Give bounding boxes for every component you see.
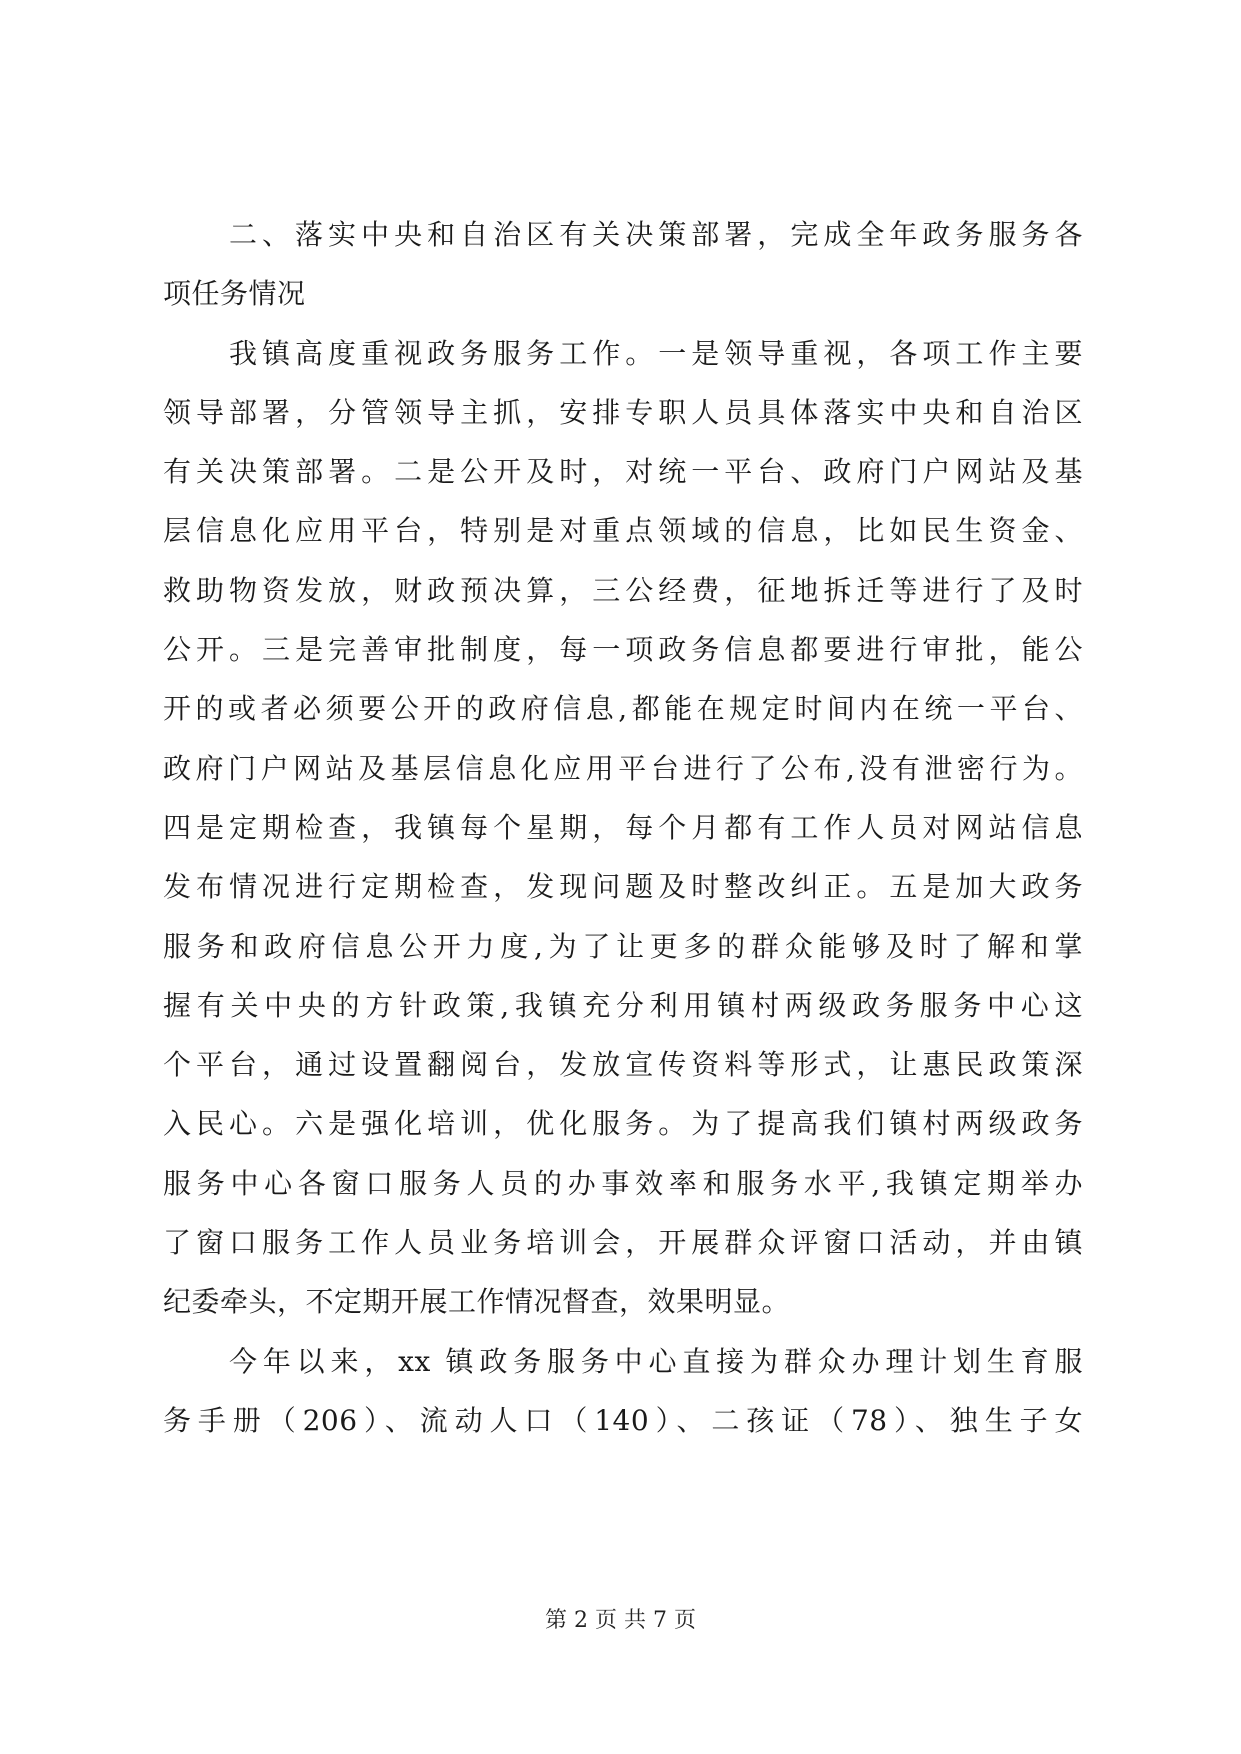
paragraph-2-line: 救助物资发放，财政预决算，三公经费，征地拆迁等进行了及时: [163, 573, 1083, 607]
paragraph-2-line: 政府门户网站及基层信息化应用平台进行了公布,没有泄密行为。: [163, 751, 1083, 785]
paragraph-3-line: 今年以来，xx 镇政务服务中心直接为群众办理计划生育服: [229, 1344, 1083, 1378]
paragraph-2-line: 了窗口服务工作人员业务培训会，开展群众评窗口活动，并由镇: [163, 1226, 1083, 1260]
paragraph-2-line: 开的或者必须要公开的政府信息,都能在规定时间内在统一平台、: [163, 692, 1083, 726]
document-body: [163, 205, 1083, 1450]
paragraph-2-line: 服务中心各窗口服务人员的办事效率和服务水平,我镇定期举办: [163, 1166, 1083, 1200]
paragraph-2-line: 领导部署，分管领导主抓，安排专职人员具体落实中央和自治区: [163, 395, 1083, 429]
paragraph-2-line: 纪委牵头，不定期开展工作情况督查，效果明显。: [163, 1285, 791, 1319]
paragraph-2-line: 公开。三是完善审批制度，每一项政务信息都要进行审批，能公: [163, 633, 1083, 667]
paragraph-2-line: 发布情况进行定期检查，发现问题及时整改纠正。五是加大政务: [163, 870, 1083, 904]
paragraph-2-line: 个平台，通过设置翻阅台，发放宣传资料等形式，让惠民政策深: [163, 1048, 1083, 1082]
paragraph-2-line: 我镇高度重视政务服务工作。一是领导重视，各项工作主要: [229, 336, 1083, 370]
paragraph-2-line: 有关决策部署。二是公开及时，对统一平台、政府门户网站及基: [163, 455, 1083, 489]
paragraph-2-line: 握有关中央的方针政策,我镇充分利用镇村两级政务服务中心这: [163, 988, 1083, 1022]
paragraph-2-line: 层信息化应用平台，特别是对重点领域的信息，比如民生资金、: [163, 514, 1083, 548]
paragraph-2-line: 四是定期检查，我镇每个星期，每个月都有工作人员对网站信息: [163, 810, 1083, 844]
paragraph-3-line: 务手册（206）、流动人口（140）、二孩证（78）、独生子女: [163, 1403, 1083, 1437]
paragraph-1-line: 项任务情况: [163, 277, 306, 311]
paragraph-2-line: 服务和政府信息公开力度,为了让更多的群众能够及时了解和掌: [163, 929, 1083, 963]
paragraph-1-line: 二、落实中央和自治区有关决策部署，完成全年政务服务各: [229, 218, 1083, 251]
paragraph-2-line: 入民心。六是强化培训，优化服务。为了提高我们镇村两级政务: [163, 1107, 1083, 1141]
page-footer: 第 2 页 共 7 页: [545, 1608, 696, 1633]
